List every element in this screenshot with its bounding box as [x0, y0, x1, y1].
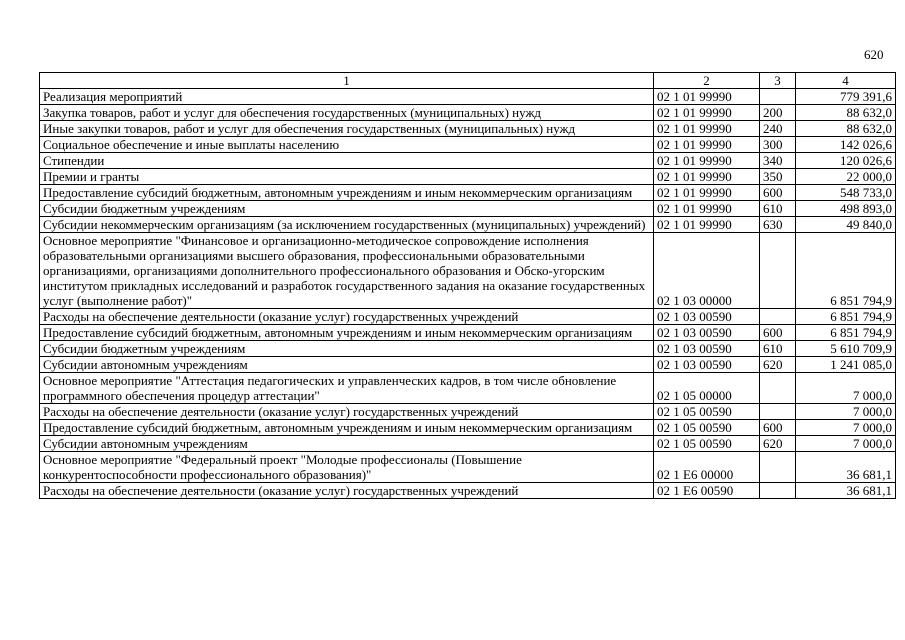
table-row	[40, 137, 896, 153]
row-sum: 7 000,0	[796, 404, 896, 420]
row-code: 02 1 01 99990	[654, 121, 760, 137]
row-sum: 7 000,0	[796, 436, 896, 452]
row-code: 02 1 05 00590	[654, 420, 760, 436]
row-name: Закупка товаров, работ и услуг для обеспечения государственных (муниципальных) нужд	[40, 105, 654, 121]
table-row	[40, 309, 896, 325]
row-name: Основное мероприятие "Финансовое и организационно-методическое сопровождение исполнения образовательными организациями высшего образования, профессиональными образовательными организациями, организациями дополнительного профессионального образования и Обско-угорским институтом прикладных исследований и разработок государственного задания на оказание государственных услуг (выполнение работ)"	[40, 233, 654, 309]
header-col-4: 4	[796, 73, 896, 89]
row-type: 300	[760, 137, 796, 153]
row-sum: 7 000,0	[796, 420, 896, 436]
row-code: 02 1 01 99990	[654, 105, 760, 121]
table-row	[40, 89, 896, 105]
row-code: 02 1 01 99990	[654, 217, 760, 233]
row-code: 02 1 05 00000	[654, 373, 760, 404]
row-code: 02 1 01 99990	[654, 201, 760, 217]
table-row	[40, 169, 896, 185]
table-row	[40, 420, 896, 436]
row-name: Субсидии некоммерческим организациям (за исключением государственных (муниципальных) учреждений)	[40, 217, 654, 233]
row-sum: 498 893,0	[796, 201, 896, 217]
table-row	[40, 357, 896, 373]
row-sum: 88 632,0	[796, 105, 896, 121]
row-sum: 1 241 085,0	[796, 357, 896, 373]
row-sum: 49 840,0	[796, 217, 896, 233]
row-type: 610	[760, 341, 796, 357]
budget-table-body	[40, 73, 896, 499]
row-sum: 88 632,0	[796, 121, 896, 137]
row-sum: 6 851 794,9	[796, 325, 896, 341]
budget-table	[39, 72, 896, 499]
table-row	[40, 436, 896, 452]
row-type: 610	[760, 201, 796, 217]
table-row	[40, 341, 896, 357]
row-type	[760, 373, 796, 404]
row-code: 02 1 03 00590	[654, 325, 760, 341]
row-type: 240	[760, 121, 796, 137]
row-sum: 779 391,6	[796, 89, 896, 105]
row-sum: 6 851 794,9	[796, 233, 896, 309]
row-type: 630	[760, 217, 796, 233]
row-name: Субсидии бюджетным учреждениям	[40, 341, 654, 357]
row-name: Субсидии автономным учреждениям	[40, 357, 654, 373]
header-col-2: 2	[654, 73, 760, 89]
row-name: Субсидии бюджетным учреждениям	[40, 201, 654, 217]
table-row	[40, 121, 896, 137]
table-row	[40, 373, 896, 404]
row-code: 02 1 03 00590	[654, 309, 760, 325]
row-sum: 36 681,1	[796, 483, 896, 499]
table-row	[40, 153, 896, 169]
row-code: 02 1 E6 00590	[654, 483, 760, 499]
row-type	[760, 452, 796, 483]
row-code: 02 1 E6 00000	[654, 452, 760, 483]
header-col-1: 1	[40, 73, 654, 89]
row-type: 620	[760, 436, 796, 452]
row-name: Расходы на обеспечение деятельности (оказание услуг) государственных учреждений	[40, 309, 654, 325]
row-name: Предоставление субсидий бюджетным, автономным учреждениям и иным некоммерческим организациям	[40, 185, 654, 201]
row-name: Предоставление субсидий бюджетным, автономным учреждениям и иным некоммерческим организациям	[40, 420, 654, 436]
table-row	[40, 404, 896, 420]
row-sum: 120 026,6	[796, 153, 896, 169]
row-sum: 36 681,1	[796, 452, 896, 483]
row-sum: 5 610 709,9	[796, 341, 896, 357]
row-code: 02 1 03 00590	[654, 341, 760, 357]
row-sum: 22 000,0	[796, 169, 896, 185]
table-row	[40, 105, 896, 121]
row-code: 02 1 03 00590	[654, 357, 760, 373]
row-code: 02 1 01 99990	[654, 137, 760, 153]
row-sum: 548 733,0	[796, 185, 896, 201]
row-type: 600	[760, 185, 796, 201]
row-name: Основное мероприятие "Федеральный проект "Молодые профессионалы (Повышение конкурентоспособности профессионального образования)"	[40, 452, 654, 483]
row-code: 02 1 01 99990	[654, 185, 760, 201]
row-code: 02 1 05 00590	[654, 436, 760, 452]
row-name: Стипендии	[40, 153, 654, 169]
table-row	[40, 483, 896, 499]
table-row	[40, 201, 896, 217]
row-type	[760, 233, 796, 309]
row-type: 350	[760, 169, 796, 185]
row-name: Основное мероприятие "Аттестация педагогических и управленческих кадров, в том числе обновление программного обеспечения процедур аттестации"	[40, 373, 654, 404]
page-number: 620	[864, 47, 884, 62]
row-type: 620	[760, 357, 796, 373]
table-row	[40, 185, 896, 201]
table-row	[40, 452, 896, 483]
row-type: 200	[760, 105, 796, 121]
row-name: Реализация мероприятий	[40, 89, 654, 105]
row-name: Иные закупки товаров, работ и услуг для обеспечения государственных (муниципальных) нужд	[40, 121, 654, 137]
row-code: 02 1 01 99990	[654, 89, 760, 105]
row-code: 02 1 01 99990	[654, 153, 760, 169]
table-row	[40, 217, 896, 233]
row-type	[760, 89, 796, 105]
table-row	[40, 233, 896, 309]
row-sum: 7 000,0	[796, 373, 896, 404]
row-type: 600	[760, 325, 796, 341]
row-code: 02 1 05 00590	[654, 404, 760, 420]
table-row	[40, 325, 896, 341]
row-type	[760, 483, 796, 499]
row-name: Премии и гранты	[40, 169, 654, 185]
row-name: Расходы на обеспечение деятельности (оказание услуг) государственных учреждений	[40, 404, 654, 420]
row-name: Расходы на обеспечение деятельности (оказание услуг) государственных учреждений	[40, 483, 654, 499]
row-sum: 6 851 794,9	[796, 309, 896, 325]
row-sum: 142 026,6	[796, 137, 896, 153]
row-type	[760, 309, 796, 325]
row-name: Социальное обеспечение и иные выплаты населению	[40, 137, 654, 153]
row-name: Предоставление субсидий бюджетным, автономным учреждениям и иным некоммерческим организациям	[40, 325, 654, 341]
row-name: Субсидии автономным учреждениям	[40, 436, 654, 452]
header-col-3: 3	[760, 73, 796, 89]
row-code: 02 1 01 99990	[654, 169, 760, 185]
row-type: 600	[760, 420, 796, 436]
row-code: 02 1 03 00000	[654, 233, 760, 309]
table-header-row	[40, 73, 896, 89]
row-type: 340	[760, 153, 796, 169]
row-type	[760, 404, 796, 420]
